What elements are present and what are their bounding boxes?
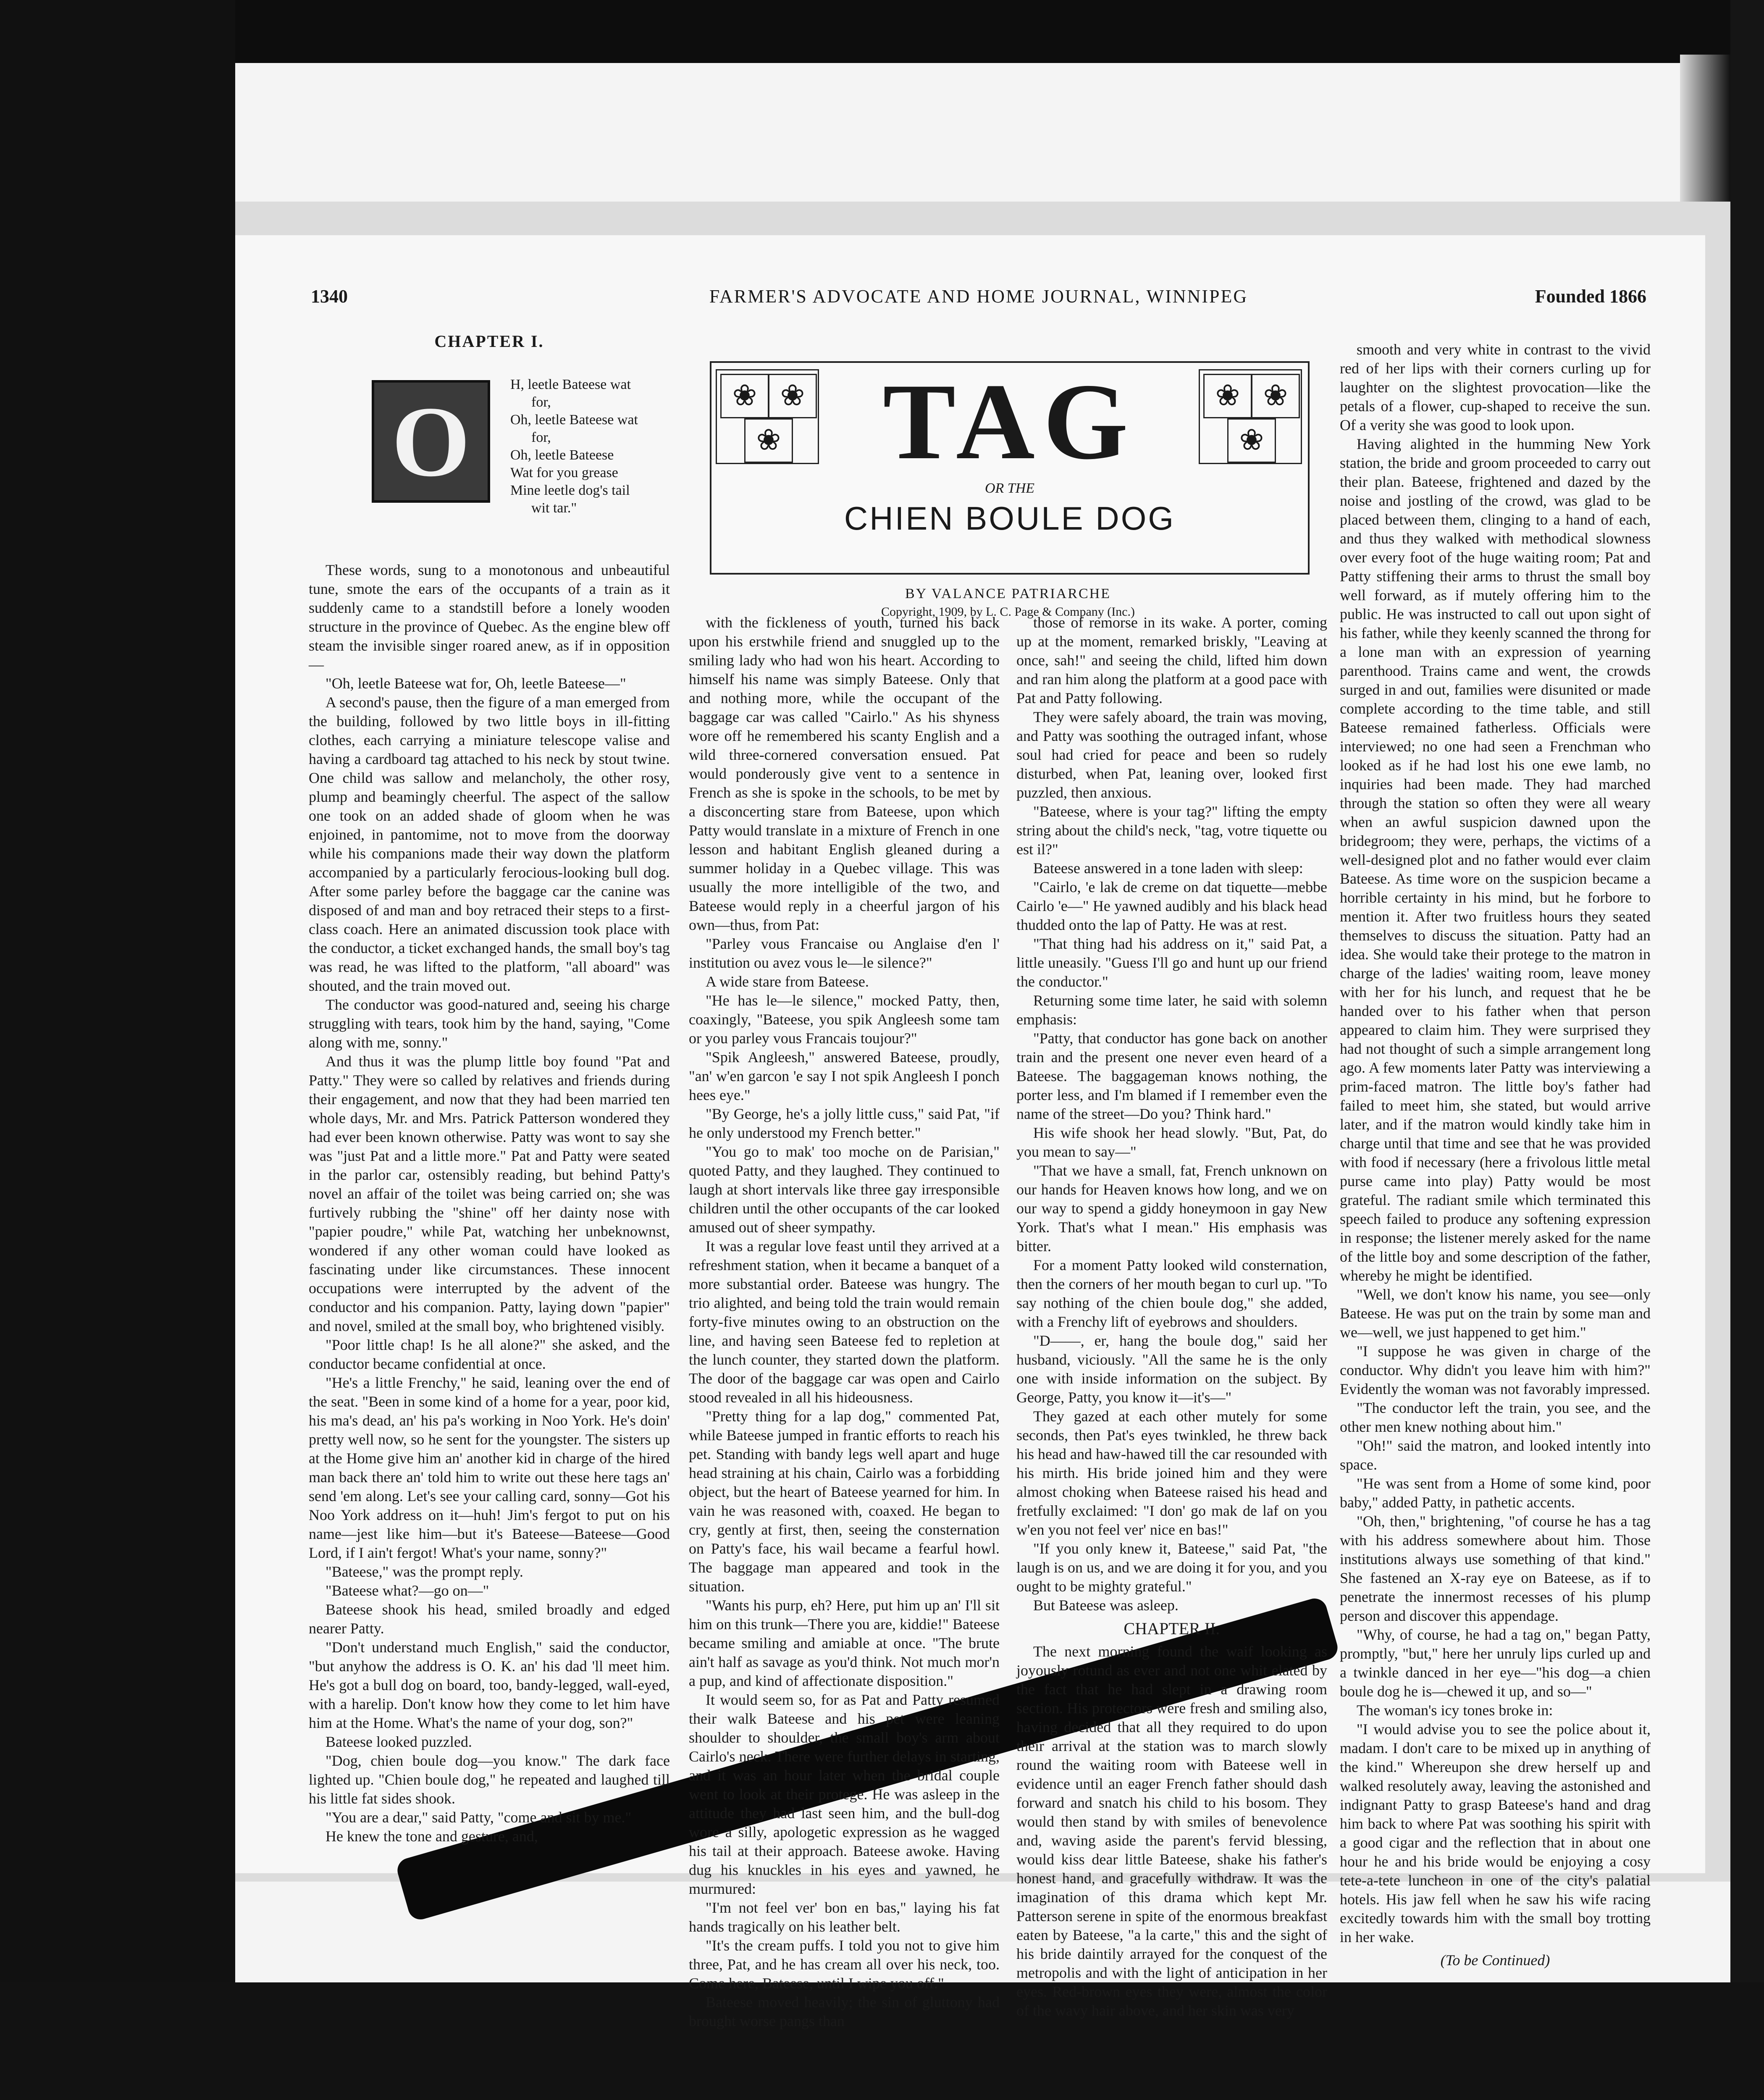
paragraph: Bateese looked puzzled. <box>326 1733 472 1750</box>
paragraph: "Patty, that conductor has gone back on another train and the present one never even heard of a Bateese. The baggageman knows nothing, the porter less, and I'm blamed if I remember even the name of the street—Do you? Think hard." <box>1016 1030 1327 1122</box>
paragraph: The conductor was good-natured and, seeing his charge struggling with tears, took him by the hand, saying, "Come along with me, sonny." <box>309 996 670 1051</box>
story-subtitle: CHIEN BOULE DOG <box>844 500 1176 537</box>
paragraph: Bateese shook his head, smiled broadly and edged nearer Patty. <box>309 1601 670 1637</box>
verse-line: Oh, leetle Bateese wat <box>510 412 638 428</box>
paragraph: "Oh!" said the matron, and looked intently into space. <box>1340 1437 1651 1473</box>
paragraph: They gazed at each other mutely for some seconds, then Pat's eyes twinkled, he threw back his head and haw-hawed till the car resounded with his mirth. His bride joined him and they were almost choking when Bateese raised his head and fretfully exclaimed: "I don' go mak de laf on you w'en you not feel ver' nice en bas!" <box>1016 1408 1327 1538</box>
story-or-the: OR THE <box>984 480 1035 496</box>
paragraph: But Bateese was asleep. <box>1033 1597 1179 1614</box>
flower-icon: ❀ <box>768 374 817 418</box>
paragraph: Having alighted in the humming New York station, the bride and groom proceeded to carry out their plan. Bateese, frightened and dazed by the noise and jostling of the crowd, was glad to be placed between them, clinging to a hand of each, and thus they walked with methodical slowness over every foot of the huge waiting room; Pat and Patty stiffening their arms to thrust the small boy well forward, as if mutely offering him to the public. He was instructed to call out upon sight of his father, while they keenly scanned the throng for a lone man with an expression of yearning parenthood. Trains came and went, the crowds surged in and out, families were disunited or made complete according to the time table, and still Bateese remained fatherless. Officials were interviewed; no one had seen a Frenchman who looked as if he had lost his one ewe lamb, no inquiries had been made. They had marched through the station so often they were all weary when an awful suspicion dawned upon the bridegroom; they were, perhaps, the victims of a well-designed plot and no father would ever claim Bateese. As time wore on the suspicion became a horrible certainty in his mind, but he forbore to mention it. After two fruitless hours they seated themselves to discuss the situation. Patty had an idea. She would take their protege to the matron in charge of the ladies' waiting room, leave money with her for his lunch, and request that he be handed over to his father when that person appeared to claim him. They were surprised they had not thought of such a simple arrangement long ago. A few moments later Patty was interviewing a prim-faced matron. The little boy's father had failed to meet him, she stated, but would arrive later, and if the matron would kindly take him in charge until that time and see that he was provided with food if necessary (here a frivolous little metal purse came into play) Patty would be most grateful. The radiant smile which terminated this speech failed to produce any softening expression in response; the listener merely asked for the name of the little boy and some description of the father, whereby he might be identified. <box>1340 436 1651 1284</box>
paragraph: "D——, er, hang the boule dog," said her husband, viciously. "All the same he is the only one with inside information on the subject. By George, Patty, you know it—it's—" <box>1016 1332 1327 1406</box>
ornamental-dropcap: O <box>372 380 490 503</box>
flower-icon: ❀ <box>720 374 769 418</box>
paragraph: His wife shook her head slowly. "But, Pat, do you mean to say—" <box>1016 1124 1327 1160</box>
flower-icon: ❀ <box>1203 374 1252 418</box>
verse-line: Wat for you grease <box>510 465 618 480</box>
paragraph: "Bateese," was the prompt reply. <box>326 1563 523 1580</box>
paragraph: "He was sent from a Home of some kind, poor baby," added Patty, in pathetic accents. <box>1340 1475 1651 1511</box>
flower-icon: ❀ <box>744 418 793 463</box>
verse-line: Mine leetle dog's tail <box>510 483 630 498</box>
page-number: 1340 <box>311 286 348 307</box>
scan-border-left <box>0 0 235 2100</box>
column-2 <box>689 613 1000 2031</box>
paragraph: "The conductor left the train, you see, and the other men knew nothing about him." <box>1340 1399 1651 1435</box>
paragraph: "I suppose he was given in charge of the conductor. Why didn't you leave him with him?" Evidently the woman was not favorably impressed. <box>1340 1343 1651 1397</box>
paragraph: A wide stare from Bateese. <box>706 973 869 990</box>
paragraph: Bateese answered in a tone laden with sleep: <box>1033 860 1303 877</box>
paragraph: "He has le—le silence," mocked Patty, then, coaxingly, "Bateese, you spik Angleesh some tam or you parley vous Francais toujour?" <box>689 992 1000 1047</box>
column-2-text <box>689 613 1000 2031</box>
paragraph: "You are a dear," said Patty, "come and sit by me." <box>326 1809 632 1826</box>
journal-title: FARMER'S ADVOCATE AND HOME JOURNAL, WINNIPEG <box>709 286 1248 307</box>
paragraph: "Pretty thing for a lap dog," commented Pat, while Bateese jumped in frantic efforts to reach his pet. Standing with bandy legs well apart and huge head straining at his chain, Cairlo was a forbidding object, but the heart of Bateese yearned for him. In vain he was reasoned with, coaxed. He began to cry, gently at first, then, seeing the consternation on Patty's face, his wail became a fearful howl. The baggage man appeared and took in the situation. <box>689 1408 1000 1595</box>
paragraph: "That thing had his address on it," said Pat, a little uneasily. "Guess I'll go and hunt up our friend the conductor." <box>1016 935 1327 990</box>
paragraph: It would seem so, for as Pat and Patty resumed their walk Bateese and his pet were leaning shoulder to shoulder, the small boy's arm about Cairlo's neck. There were further delays in starting, and it was an hour later when the bridal couple went to look at their protege. He was asleep in the attitude they had last seen him, and the bull-dog wore a silly, apologetic expression as he wagged his tail at their approach. Bateese awoke. Having dug his knuckles in his eyes and yawned, he murmured: <box>689 1691 1000 1897</box>
verse-line: for, <box>531 394 551 410</box>
column-1-text <box>309 561 670 1846</box>
story-title: TAG <box>882 361 1137 482</box>
paragraph: "Oh, leetle Bateese wat for, Oh, leetle Bateese—" <box>326 675 626 692</box>
paragraph: "He's a little Frenchy," he said, leaning over the end of the seat. "Been in some kind of a home for a year, poor kid, his ma's dead, an' his pa's working in Noo York. He's doin' pretty well now, so he sent for the youngster. The sisters up at the Home give him an' another kid in charge of the hired man back there an' told him to write out these here tags an' send 'em along. Let's see your calling card, sonny—Got his Noo York address on it—huh! Jim's fergot to put on his name—jest like him—but it's Bateese—Bateese—Good Lord, if I ain't fergot! What's your name, sonny?" <box>309 1374 670 1561</box>
paragraph: "Bateese, where is your tag?" lifting the empty string about the child's neck, "tag, votre tiquette ou est il?" <box>1016 803 1327 858</box>
paragraph: And thus it was the plump little boy found "Pat and Patty." They were so called by relatives and friends during their engagement, and now that they had been married ten whole days, Mr. and Mrs. Patrick Patterson wondered they had ever been known otherwise. Patty was wont to say she was "just Pat and a little more." Pat and Patty were seated in the parlor car, ostensibly reading, but behind Patty's novel an affair of the toilet was being carried on; she was furtively rubbing the "shine" off her dainty nose with "papier poudre," while Pat, watching her unbeknownst, wondered if any other woman could have looked as fascinating under like circumstances. These innocent occupations were interrupted by the advent of the conductor and his companion. Patty, laying down "papier" and novel, smiled at the small boy, who brightened visibly. <box>309 1053 670 1334</box>
running-head <box>311 286 1646 315</box>
paragraph: Bateese moved heavily; the sin of gluttony had brought worse pangs than <box>689 1994 1000 2029</box>
paragraph: "Wants his purp, eh? Here, put him up an' I'll sit him on this trunk—There you are, kiddie!" Bateese became smiling and amiable at once. "The brute ain't half as savage as you'd think. Not much mor'n a pup, and kind of affectionate disposition." <box>689 1597 1000 1689</box>
paragraph: They were safely aboard, the train was moving, and Patty was soothing the outraged infant, whose soul had cried for peace and been so rudely disturbed, when Pat, leaning over, looked first puzzled, then anxious. <box>1016 709 1327 801</box>
paragraph: "I'm not feel ver' bon en bas," laying his fat hands tragically on his leather belt. <box>689 1899 1000 1935</box>
paragraph: He knew the tone and gesture, and, <box>326 1828 538 1845</box>
paragraph: "Dog, chien boule dog—you know." The dark face lighted up. "Chien boule dog," he repeated and laughed till his little fat sides shook. <box>309 1752 670 1807</box>
paragraph: "I would advise you to see the police about it, madam. I don't care to be mixed up in anything of the kind." Whereupon she drew herself up and walked resolutely away, leaving the astonished and indignant Patty to grasp Bateese's hand and drag him back to where Pat was soothing his spirit with a good cigar and the reflection that in about one hour he and his bride would be enjoying a cosy tete-a-tete luncheon in one of the city's palatial hotels. His jaw fell when he saw his wife racing excitedly towards him with the small boy trotting in her wake. <box>1340 1721 1651 1945</box>
column-4 <box>1340 340 1651 1970</box>
verse-line: wit tar." <box>531 500 577 516</box>
verse-line: Oh, leetle Bateese <box>510 447 614 463</box>
chapter-heading: CHAPTER I. <box>434 332 544 351</box>
paragraph: "Cairlo, 'e lak de creme on dat tiquette—mebbe Cairlo 'e—" He yawned audibly and his black head thudded onto the lap of Patty. He was at rest. <box>1016 879 1327 933</box>
paragraph: It was a regular love feast until they arrived at a refreshment station, when it became a banquet of a more substantial order. Bateese was hungry. The trio alighted, and being told the train would remain forty-five minutes owing to an obstruction on the line, and having seen Bateese fed to repletion at the lunch counter, they started down the platform. The door of the baggage car was open and Cairlo stood revealed in all his hideousness. <box>689 1238 1000 1406</box>
paragraph: "Spik Angleesh," answered Bateese, proudly, "an' w'en garcon 'e say I not spik Angleesh I ponch hees eye." <box>689 1049 1000 1103</box>
paragraph: "Oh, then," brightening, "of course he has a tag with his address somewhere about him. Those institutions always use something of that kind." She fastened an X-ray eye on Bateese, as if to penetrate the innermost recesses of his plump person and discover this appendage. <box>1340 1513 1651 1624</box>
byline: BY VALANCE PATRIARCHE <box>905 586 1111 601</box>
scan-border-top <box>0 0 1764 63</box>
paragraph: The woman's icy tones broke in: <box>1357 1702 1553 1719</box>
column-3-text <box>1016 613 1327 2020</box>
column-3 <box>1016 613 1327 2020</box>
column-1 <box>309 332 670 1846</box>
paragraph: "Don't understand much English," said the conductor, "but anyhow the address is O. K. an' his dad 'll meet him. He's got a bull dog on board, too, bandy-legged, wall-eyed, with a harelip. Don't know how they come to let him have him at the Home. What's the name of your dog, son?" <box>309 1639 670 1731</box>
left-ornament <box>716 369 819 464</box>
paragraph: The next morning found the waif looking as joyously rotund as ever and not one whit elated by the fact that he had slept in a drawing room section. His protectors were fresh and smiling also, having decided that all they required to do upon their arrival at the station was to march slowly round the waiting room with Bateese well in evidence until an eager French father should dash forward and snatch his child to his bosom. They would then stand by with smiles of benevolence and, waving aside the parent's fervid blessing, would kiss dear little Bateese, shake his father's honest hand, and gracefully withdraw. It was the imagination of this drama which kept Mr. Patterson serene in spite of the enormous breakfast eaten by Bateese, "a la carte," this and the sight of his bride daintily arrayed for the conquest of the metropolis and with the light of anticipation in her eyes. Red-brown eyes they were, almost the color of the wavy hair above, and her skin was very <box>1016 1643 1327 2019</box>
paragraph: "Well, we don't know his name, you see—only Bateese. He was put on the train by some man and we—well, we just happened to get him." <box>1340 1286 1651 1341</box>
chapter-heading: CHAPTER II. <box>1124 1619 1220 1638</box>
paragraph: "By George, he's a jolly little cuss," said Pat, "if he only understood my French better." <box>689 1105 1000 1141</box>
scan-border-right <box>1730 0 1764 1982</box>
verse <box>510 376 670 517</box>
paragraph: "It's the cream puffs. I told you not to give him three, Pat, and he has cream all over his neck, too. Come here, Bateese, until I wipe you off." <box>689 1937 1000 1992</box>
to-be-continued: (To be Continued) <box>1440 1952 1550 1969</box>
paragraph: with the fickleness of youth, turned his back upon his erstwhile friend and snuggled up to the smiling lady who had won his heart. According to himself his name was simply Bateese. Only that and nothing more, while the occupant of the baggage car was called "Cairlo." As his shyness wore off he remembered his scanty English and a wild three-cornered conversation ensued. Pat would ponderously give vent to a sentence in French as she is spoke in the schools, to be met by a disconcerting stare from Bateese, upon which Patty would translate in a mixture of French in one lesson and habitant English gleaned during a summer holiday in a Quebec village. This was usually the more intelligible of the two, and Bateese would reply in a cheerful jargon of his own—thus, from Pat: <box>689 614 1000 933</box>
flower-icon: ❀ <box>1227 418 1276 463</box>
paragraph: "You go to mak' too moche on de Parisian," quoted Patty, and they laughed. They continued to laugh at short intervals like three gay irresponsible children until the other occupants of the car looked amused out of sheer sympathy. <box>689 1143 1000 1236</box>
paragraph: "Poor little chap! Is he all alone?" she asked, and the conductor became confidential at once. <box>309 1336 670 1372</box>
paragraph: "Bateese what?—go on—" <box>326 1582 489 1599</box>
paragraph: For a moment Patty looked wild consternation, then the corners of her mouth began to curl up. "To say nothing of the chien boule dog," she added, with a Frenchy lift of eyebrows and shoulders. <box>1016 1257 1327 1330</box>
paragraph: Returning some time later, he said with solemn emphasis: <box>1016 992 1327 1028</box>
right-ornament <box>1199 369 1302 464</box>
paragraph: "That we have a small, fat, French unknown on our hands for Heaven knows how long, and we on our way to spend a giddy honeymoon in gay New York. That's what I mean." His emphasis was bitter. <box>1016 1162 1327 1255</box>
founded-note: Founded 1866 <box>1535 286 1646 307</box>
paragraph: smooth and very white in contrast to the vivid red of her lips with their corners curling up for laughter on the slightest provocation—like the petals of a flower, cup-shaped to receive the sun. Of a verity she was good to look upon. <box>1340 341 1651 433</box>
paragraph: "Parley vous Francaise ou Anglaise d'en l' institution ou avez vous le—le silence?" <box>689 935 1000 971</box>
column-4-text <box>1340 340 1651 1947</box>
story-title-box <box>710 361 1310 575</box>
flower-icon: ❀ <box>1251 374 1300 418</box>
paragraph: "If you only knew it, Bateese," said Pat, "the laugh is on us, and we are doing it for you, and you ought to be mighty grateful." <box>1016 1540 1327 1595</box>
copyright-line: Copyright, 1909, by L. C. Page & Company (Inc.) <box>881 605 1135 619</box>
opening-verse-block <box>309 363 670 561</box>
paragraph: These words, sung to a monotonous and unbeautiful tune, smote the ears of the occupants of a train as it suddenly came to a standstill before a lonely wooden structure in the province of Quebec. As the engine blew off steam the invisible singer roared anew, as if in opposition— <box>309 562 670 673</box>
paragraph: "Why, of course, he had a tag on," began Patty, promptly, "but," here her unruly lips curled up and a twinkle danced in her eye—"his dog—a chien boule dog he is—chewed it up, and so—" <box>1340 1626 1651 1700</box>
verse-line: for, <box>531 430 551 445</box>
paragraph: A second's pause, then the figure of a man emerged from the building, followed by two little boys in ill-fitting clothes, each carrying a miniature telescope valise and having a cardboard tag attached to his neck by stout twine. One child was sallow and melancholy, the other rosy, plump and beamingly cheerful. The aspect of the sallow one took on an added shade of gloom when he was enjoined, in pantomime, not to move from the doorway while his companions made their way down the platform accompanied by a particularly ferocious-looking bull dog. After some parley before the baggage car the canine was disposed of and man and boy retraced their steps to a first-class coach. Here an animated discussion took place with the conductor, a ticket exchanged hands, the small boy's tag was read, he was lifted to the platform, "all aboard" was shouted, and the train moved out. <box>309 694 670 994</box>
paragraph: those of remorse in its wake. A porter, coming up at the moment, remarked briskly, "Leaving at once, sah!" and seeing the child, lifted him down and ran him along the platform at a good pace with Pat and Patty following. <box>1016 614 1327 706</box>
verse-line: H, leetle Bateese wat <box>510 377 631 392</box>
